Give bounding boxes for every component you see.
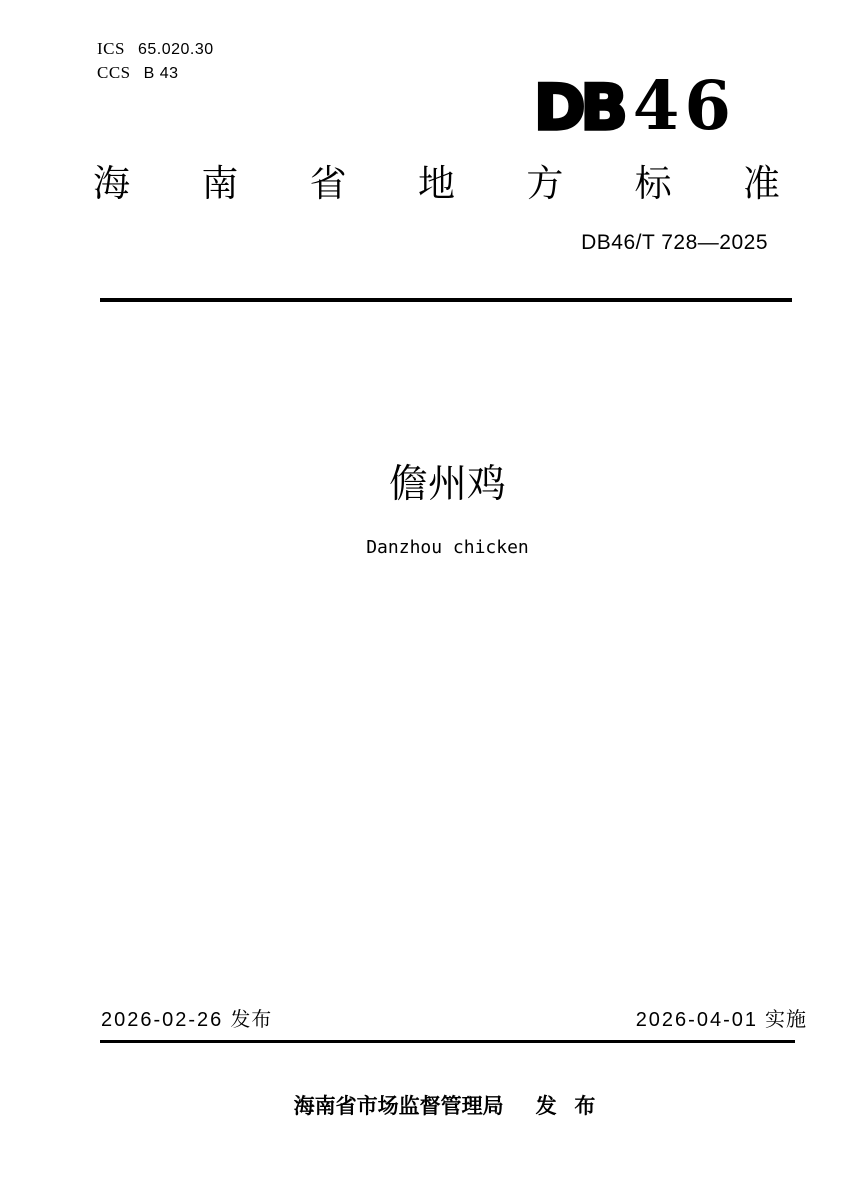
standard-name-char: 标 xyxy=(634,163,672,204)
implementation-date-row xyxy=(636,1008,807,1032)
standard-name-char: 方 xyxy=(526,163,564,204)
standard-title-chinese: 儋州鸡 xyxy=(388,463,506,506)
db-logo-text: DB xyxy=(534,71,623,144)
publisher-row xyxy=(100,1094,795,1119)
implementation-date-label: 实施 xyxy=(765,1009,807,1031)
provincial-standard-name xyxy=(93,163,780,206)
db46-logo xyxy=(534,66,736,145)
standard-name-char: 省 xyxy=(309,163,347,204)
standard-title-english: Danzhou chicken xyxy=(366,537,529,558)
issue-date-row xyxy=(101,1008,272,1032)
db-logo-region-number: 46 xyxy=(632,66,736,145)
ics-code-value: 65.020.30 xyxy=(137,41,214,58)
standard-name-char: 南 xyxy=(201,163,239,204)
issue-date-label: 发布 xyxy=(230,1009,273,1031)
header-rule xyxy=(100,298,792,302)
issue-date: 2026-02-26 xyxy=(101,1009,224,1031)
standard-document-number: DB46/T 728—2025 xyxy=(581,231,768,254)
standard-name-char: 海 xyxy=(93,163,130,204)
ics-code-row xyxy=(97,40,214,58)
ccs-code-label: CCS xyxy=(97,63,131,82)
footer-rule xyxy=(100,1040,795,1043)
publisher-name: 海南省市场监督管理局 xyxy=(293,1095,504,1118)
ccs-code-row xyxy=(97,64,179,82)
implementation-date: 2026-04-01 xyxy=(635,1009,758,1031)
publish-action-label: 发 布 xyxy=(535,1095,602,1118)
ics-code-label: ICS xyxy=(97,39,125,58)
standard-name-char: 准 xyxy=(742,163,780,204)
standard-name-char: 地 xyxy=(417,163,455,204)
ccs-code-value: B 43 xyxy=(143,65,179,82)
